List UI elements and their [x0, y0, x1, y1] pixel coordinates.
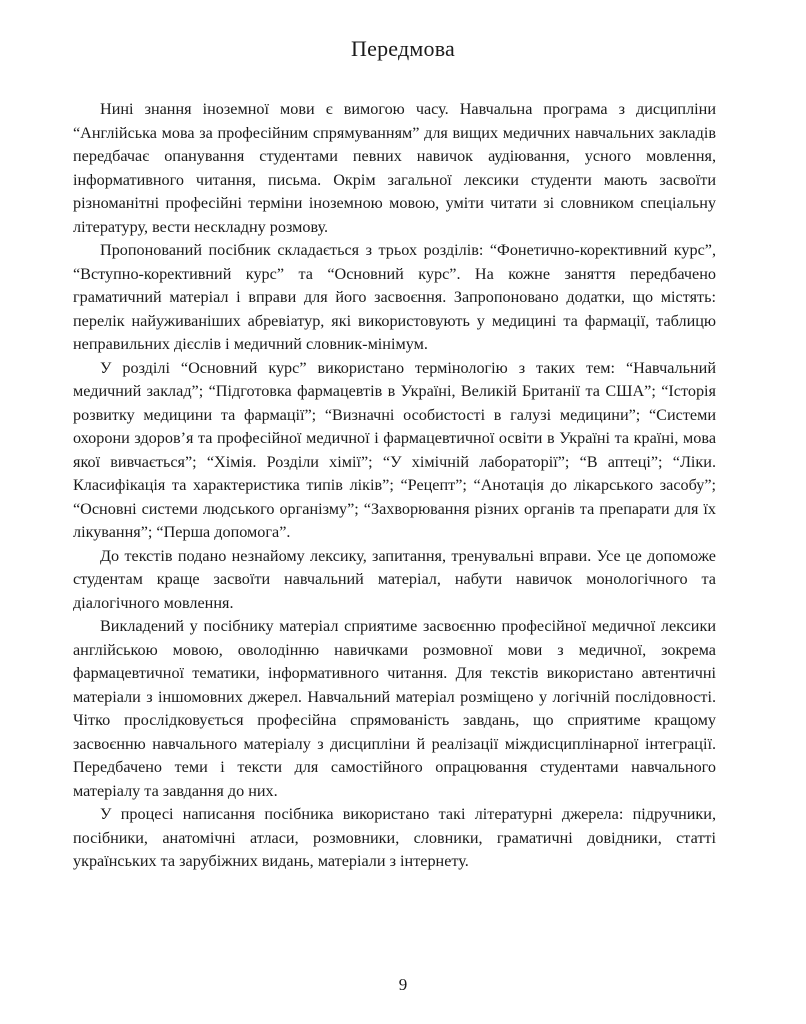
paragraph-2: Пропонований посібник складається з трьох розділів: “Фонетично-корективний курс”, “Вступно-корективний курс” та “Основний курс”. На кожне заняття передбачено граматичний матеріал і вправи для його засвоєння. Запропоновано додатки, що містять: перелік найуживаніших абревіатур, які використовують у медицині та фармації, таблицю неправильних дієслів і медичний словник-мінімум.	[73, 241, 716, 353]
page-number: 9	[398, 975, 408, 994]
body-text	[73, 98, 716, 874]
paragraph-3: У розділі “Основний курс” використано термінологію з таких тем: “Навчальний медичний заклад”; “Підготовка фармацевтів в Україні, Великій Британії та США”; “Історія розвитку медицини та фармації”; “Визначні особистості в галузі медицини”; “Системи охорони здоров’я та професійної медичної і фармацевтичної освіти в Україні та країні, мова якої вивчається”; “Хімія. Розділи хімії”; “У хімічній лабораторії”; “В аптеці”; “Ліки. Класифікація та характеристика типів ліків”; “Рецепт”; “Анотація до лікарського засобу”; “Основні системи людського організму”; “Захворювання різних органів та препарати для їх лікування”; “Перша допомога”.	[73, 358, 716, 541]
paragraph-5: Викладений у посібнику матеріал сприятиме засвоєнню професійної медичної лексики англійською мовою, оволодінню навичками розмовної мови з медичної, зокрема фармацевтичної тематики, інформативного читання. Для текстів використано автентичні матеріали з іншомовних джерел. Навчальний матеріал розміщено у логічній послідовності. Чітко прослідковується професійна спрямованість завдань, що сприятиме кращому засвоєнню навчального матеріалу з дисципліни й реалізації міждисциплінарної інтеграції. Передбачено теми і тексти для самостійного опрацювання студентами навчального матеріалу та завдання до них.	[73, 617, 716, 800]
paragraph-6: У процесі написання посібника використано такі літературні джерела: підручники, посібники, анатомічні атласи, розмовники, словники, граматичні довідники, статті українських та зарубіжних видань, матеріали з інтернету.	[73, 805, 716, 870]
paragraph-4: До текстів подано незнайому лексику, запитання, тренувальні вправи. Усе це допоможе студентам краще засвоїти навчальний матеріал, набути навичок монологічного та діалогічного мовлення.	[73, 546, 716, 612]
paragraph-1: Нині знання іноземної мови є вимогою часу. Навчальна програма з дисципліни “Англійська мова за професійним спрямуванням” для вищих медичних навчальних закладів передбачає опанування студентами певних навичок аудіювання, усного мовлення, інформативного читання, письма. Окрім загальної лексики студенти мають засвоїти різноманітні професійні терміни іноземною мовою, уміти читати зі словником спеціальну літературу, вести нескладну розмову.	[73, 100, 716, 236]
page-title: Передмова	[351, 36, 455, 61]
